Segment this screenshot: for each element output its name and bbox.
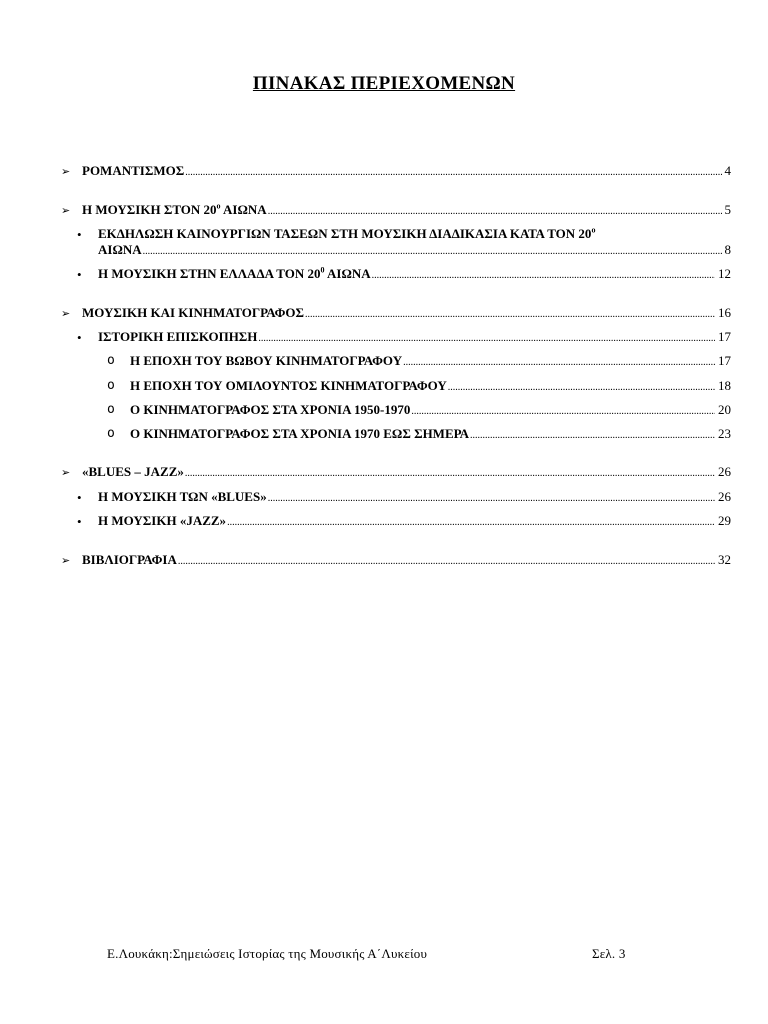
toc-entry-cinema-1950-1970[interactable] [130,402,731,418]
footer-page-number: Σελ. 3 [592,946,626,961]
bullet-icon: • [77,330,82,345]
toc-entry-page: 26 [718,489,731,504]
dot-leader [470,426,715,442]
dot-leader [227,513,715,529]
toc-entry-music-greece[interactable] [98,266,731,282]
dot-leader [185,464,715,480]
bullet-icon: • [77,227,82,242]
toc-entry-page: 17 [718,329,731,344]
toc-entry-label: Η ΜΟΥΣΙΚΗ «JAZZ» [98,513,227,528]
circle-bullet-icon: o [107,402,115,417]
superscript: ο [591,225,596,235]
dot-leader [448,378,715,394]
superscript: 0 [320,265,325,275]
toc-entry-jazz-music[interactable] [98,513,731,529]
toc-entry-label: ΡΟΜΑΝΤΙΣΜΟΣ [82,163,185,178]
toc-entry-page: 4 [724,163,731,178]
toc-entry-label: Ο ΚΙΝΗΜΑΤΟΓΡΑΦΟΣ ΣΤΑ ΧΡΟΝΙΑ 1970 ΕΩΣ ΣΗΜΕΡΑ [130,426,470,441]
footer-text: Ε.Λουκάκη:Σημειώσεις Ιστορίας της Μουσικής Α΄Λυκείου [107,946,428,961]
arrow-icon: ➢ [61,467,71,479]
circle-bullet-icon: o [107,353,115,368]
toc-entry-page: 5 [724,202,731,217]
toc-entry-page: 17 [718,353,731,368]
toc-entry-20th-century-music[interactable] [82,202,731,218]
toc-entry-page: 8 [724,242,731,257]
dot-leader [403,353,715,369]
toc-entry-page: 16 [718,305,731,320]
toc-entry-label: Ο ΚΙΝΗΜΑΤΟΓΡΑΦΟΣ ΣΤΑ ΧΡΟΝΙΑ 1950-1970 [130,402,411,417]
toc-entry-historical-overview[interactable] [98,329,731,345]
arrow-icon: ➢ [61,205,71,217]
dot-leader [143,242,722,258]
circle-bullet-icon: o [107,378,115,393]
bullet-icon: • [77,490,82,505]
circle-bullet-icon: o [107,426,115,441]
toc-entry-label: ΜΟΥΣΙΚΗ ΚΑΙ ΚΙΝΗΜΑΤΟΓΡΑΦΟΣ [82,305,305,320]
toc-entry-label: Η ΕΠΟΧΗ ΤΟΥ ΟΜΙΛΟΥΝΤΟΣ ΚΙΝΗΜΑΤΟΓΡΑΦΟΥ [130,378,447,393]
page-title: ΠΙΝΑΚΑΣ ΠΕΡΙΕΧΟΜΕΝΩΝ [252,73,516,94]
toc-entry-label: Η ΜΟΥΣΙΚΗ ΤΩΝ «BLUES» [98,489,267,504]
toc-entry-bibliography[interactable] [82,552,731,568]
toc-entry-label-tail: ΑΙΩΝΑ [220,202,267,217]
toc-entry-label: «BLUES – JAZZ» [82,464,184,479]
toc-entry-label-tail: ΑΙΩΝΑ [324,266,371,281]
toc-entry-label: Η ΜΟΥΣΙΚΗ ΣΤΗΝ ΕΛΛΑΔΑ ΤΟΝ 20 [98,266,321,281]
toc-entry-label: ΙΣΤΟΡΙΚΗ ΕΠΙΣΚΟΠΗΣΗ [98,329,258,344]
toc-entry-blues-music[interactable] [98,489,731,505]
dot-leader [178,552,715,568]
toc-entry-page: 18 [718,378,731,393]
toc-entry-page: 20 [718,402,731,417]
toc-entry-page: 32 [718,552,731,567]
superscript: ο [216,201,221,211]
dot-leader [268,202,722,218]
arrow-icon: ➢ [61,166,71,178]
toc-entry-new-trends[interactable] [98,242,731,258]
toc-entry-romanticism[interactable] [82,163,731,179]
dot-leader [411,402,715,418]
dot-leader [305,305,715,321]
toc-entry-label: Η ΕΠΟΧΗ ΤΟΥ ΒΩΒΟΥ ΚΙΝΗΜΑΤΟΓΡΑΦΟΥ [130,353,403,368]
toc-entry-page: 23 [718,426,731,441]
toc-entry-label: ΒΙΒΛΙΟΓΡΑΦΙΑ [82,552,177,567]
toc-entry-cinema-1970-today[interactable] [130,426,731,442]
toc-entry-page: 12 [718,266,731,281]
bullet-icon: • [77,514,82,529]
toc-entry-page: 29 [718,513,731,528]
dot-leader [268,489,715,505]
dot-leader [258,329,715,345]
dot-leader [372,266,715,282]
toc-entry-page: 26 [718,464,731,479]
toc-entry-talking-cinema[interactable] [130,378,731,394]
toc-entry-music-cinema[interactable] [82,305,731,321]
arrow-icon: ➢ [61,308,71,320]
toc-entry-label: ΑΙΩΝΑ [98,242,142,257]
toc-entry-blues-jazz[interactable] [82,464,731,480]
arrow-icon: ➢ [61,555,71,567]
dot-leader [185,163,721,179]
toc-entry-label: Η ΜΟΥΣΙΚΗ ΣΤΟΝ 20 [82,202,217,217]
toc-entry-silent-cinema[interactable] [130,353,731,369]
bullet-icon: • [77,267,82,282]
toc-entry-label-line1: ΕΚΔΗΛΩΣΗ ΚΑΙΝΟΥΡΓΙΩΝ ΤΑΣΕΩΝ ΣΤΗ ΜΟΥΣΙΚΗ ΔΙΑΔΙΚΑΣΙΑ ΚΑΤΑ ΤΟΝ $20^o$ [98,225,596,241]
